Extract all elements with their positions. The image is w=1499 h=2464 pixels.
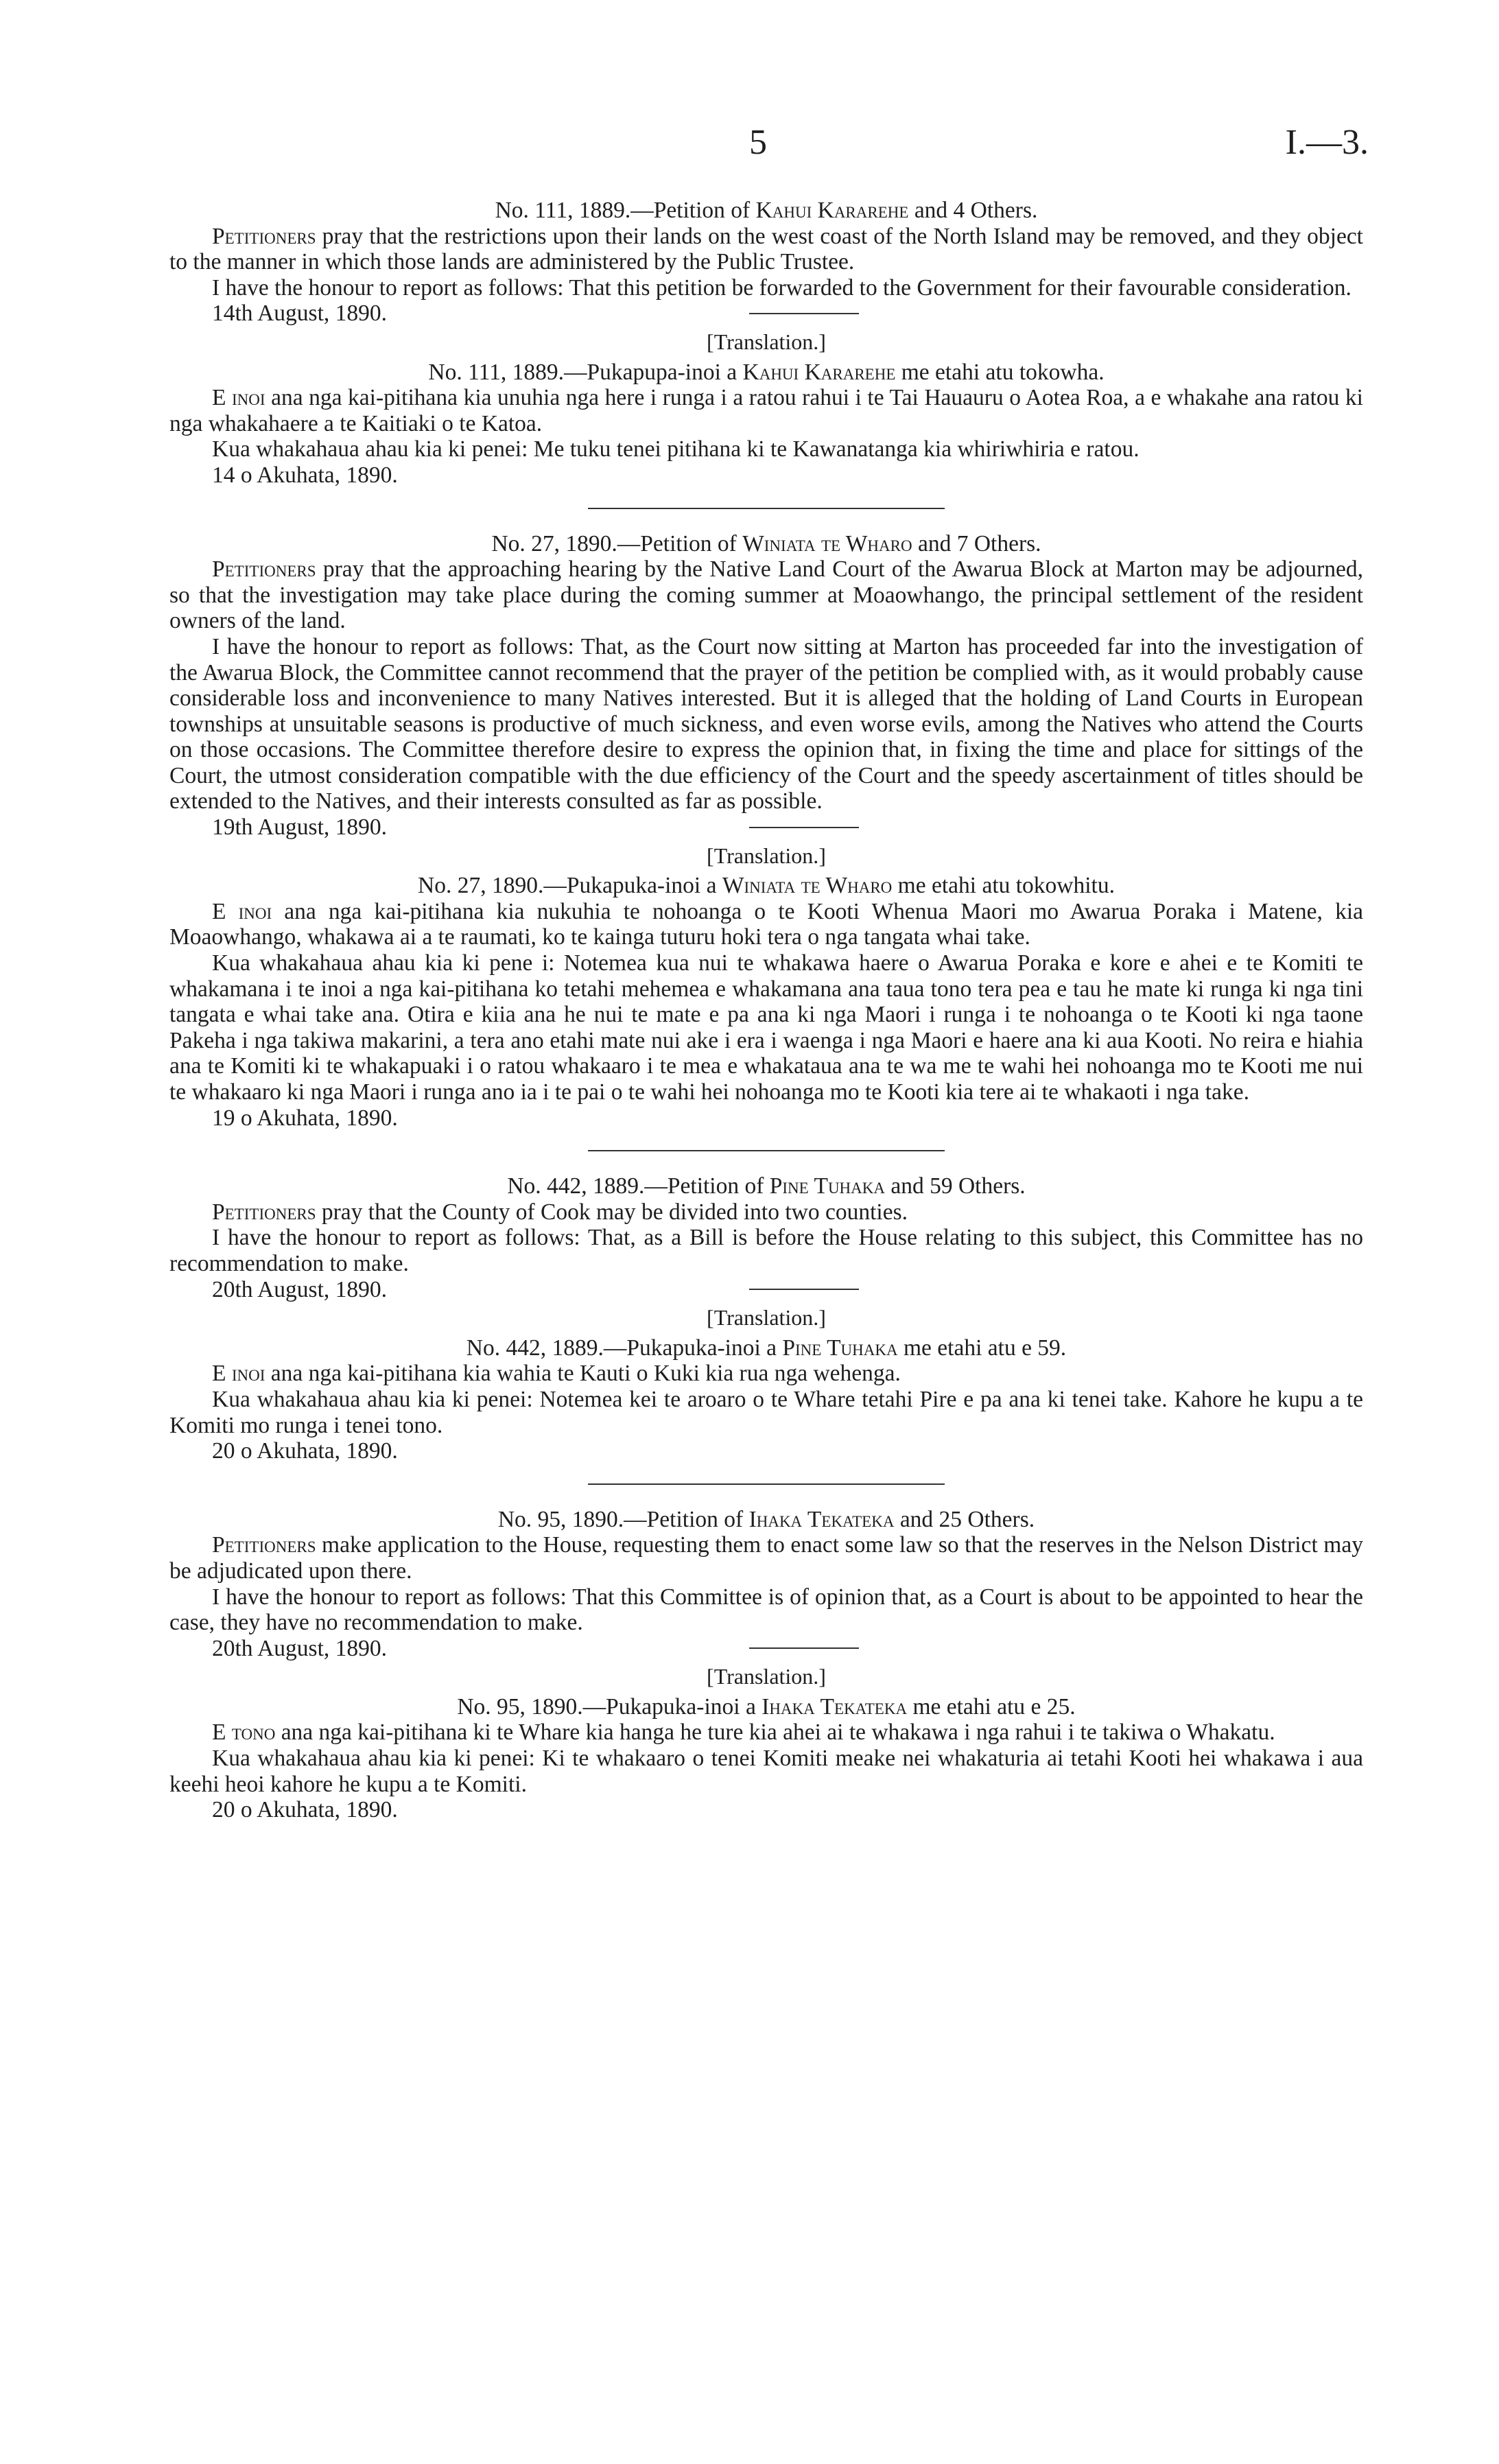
petitioner-name: Winiata te Wharo <box>722 873 893 899</box>
paragraph-text: pray that the restrictions upon their lands on the west coast of the North Island may be removed, and they object to the manner in which those lands are administered by the Public Trustee. <box>169 223 1363 275</box>
page-header <box>0 122 1499 163</box>
date-row <box>169 1636 1363 1662</box>
paragraph-lead: Petitioners <box>212 1532 316 1558</box>
title-rest: and 59 Others. <box>885 1173 1026 1199</box>
paragraph <box>169 1746 1363 1797</box>
petition-section <box>169 531 1363 1131</box>
paragraph <box>169 556 1363 634</box>
paragraph <box>169 950 1363 1105</box>
title-rest: and 7 Others. <box>912 530 1041 556</box>
petition-title <box>169 198 1363 224</box>
paragraph-lead: E tono <box>212 1720 276 1746</box>
paragraph-lead: Petitioners <box>212 223 316 249</box>
translation-label: [Translation.] <box>707 1664 826 1689</box>
title-number: No. 27, 1890.—Petition of <box>491 530 743 556</box>
paragraph-text: I have the honour to report as follows: That, as the Court now sitting at Marton has proceeded far into the investigation of the Awarua Block, the Committee cannot recommend that the prayer of the petition be complied with, as it would probably cause considerable loss and inconvenience to many Natives interested. But it is alleged that the holding of Land Courts in European townships at unsuitable seasons is productive of much sickness, and even worse evils, among the Natives who attend the Courts on those occasions. The Committee therefore desire to express the opinion that, in fixing the time and place for sittings of the Court, the utmost consideration compatible with the due efficiency of the Court and the speedy ascertainment of titles should be extended to the Natives, and their interests consulted as far as possible. <box>169 633 1363 814</box>
translation-date: 19 o Akuhata, 1890. <box>212 1105 398 1131</box>
translation-label: [Translation.] <box>707 843 826 868</box>
report-date: 14th August, 1890. <box>212 301 387 327</box>
report-date: 20th August, 1890. <box>212 1635 387 1661</box>
title-number: No. 111, 1889.—Pukapupa-inoi a <box>428 359 743 385</box>
paragraph-text: ana nga kai-pitihana kia wahia te Kauti o Kuki kia rua nga wehenga. <box>265 1361 901 1387</box>
paragraph-text: ana nga kai-pitihana kia nukuhia te nohoanga o te Kooti Whenua Maori mo Awarua Poraka i Matene, kia Moaowhango, whakawa ai a te raumati, ko te kainga tuturu hoki tera o nga tangata whai take. <box>169 898 1363 950</box>
paragraph-lead: E inoi <box>212 385 265 411</box>
title-number: No. 442, 1889.—Petition of <box>507 1173 770 1199</box>
translation-label: [Translation.] <box>707 1305 826 1330</box>
translation-title <box>169 1335 1363 1361</box>
paragraph-lead: E inoi <box>212 898 272 924</box>
paragraph-text: pray that the approaching hearing by the Native Land Court of the Awarua Block at Marton may be adjourned, so that the investigation may take place during the coming summer at Moaowhango, the principal settlement of the resident owners of the land. <box>169 556 1363 634</box>
date-row <box>169 301 1363 327</box>
paragraph <box>169 275 1363 301</box>
short-divider <box>749 1289 859 1290</box>
translation-label: [Translation.] <box>707 329 826 354</box>
title-rest: and 25 Others. <box>894 1506 1035 1532</box>
date-row <box>169 1277 1363 1303</box>
paragraph <box>169 1584 1363 1636</box>
translation-title <box>169 360 1363 386</box>
paragraph <box>169 1532 1363 1584</box>
title-number: No. 27, 1890.—Pukapuka-inoi a <box>418 873 722 899</box>
section-divider <box>588 1483 945 1485</box>
petitioner-name: Kahui Kararehe <box>742 359 896 385</box>
petitioner-name: Ihaka Tekateka <box>748 1506 895 1532</box>
report-date: 19th August, 1890. <box>212 814 387 841</box>
paragraph-text: Kua whakahaua ahau kia ki penei: Ki te whakaaro o tenei Komiti meake nei whakaturia ai tetahi Kooti hei whakawa i aua keehi heoi kahore he kupu a te Komiti. <box>169 1746 1363 1797</box>
paragraph-lead: Petitioners <box>212 1199 316 1225</box>
page-number: 5 <box>749 123 767 162</box>
date-row <box>169 814 1363 841</box>
paragraph-text: Kua whakahaua ahau kia ki pene i: Notemea kua nui te whakawa haere o Awarua Poraka e kore e ahei e te Komiti te whakamana i te inoi a nga kai-pitihana ko tetahi mehemea e whakamana ana taua tono tera pea e tau he mate ki runga ki nga tini tangata e whai take ana. Otira e kiia ana he nui te mate e pa ana ki nga Maori i runga i te nohoanga o te Kooti ki nga taone Pakeha i nga takiwa makarini, a tera ano etahi mate nui ake i era i waenga i nga Maori e haere ana ki aua Kooti. No reira e hiahia ana te Komiti ki te whakapuaki i o ratou whakaaro i te mea e whakataua ana te wa me te wahi hei nohoanga mo te Kooti me nui te whakaaro ki nga Maori i runga ano ia i te pai o te wahi hei nohoanga mo te Kooti kia tere ai te whakaoti i nga take. <box>169 950 1363 1105</box>
paragraph-text: I have the honour to report as follows: That this petition be forwarded to the Government for their favourable consideration. <box>212 274 1352 301</box>
petition-title <box>169 1173 1363 1199</box>
paragraph <box>169 899 1363 950</box>
petition-section <box>169 198 1363 489</box>
paragraph-text: I have the honour to report as follows: That, as a Bill is before the House relating to this subject, this Committee has no recommendation to make. <box>169 1225 1363 1276</box>
title-number: No. 442, 1889.—Pukapuka-inoi a <box>466 1335 783 1361</box>
paragraph-lead: Petitioners <box>212 556 316 583</box>
paragraph <box>169 436 1363 462</box>
title-number: No. 95, 1890.—Pukapuka-inoi a <box>457 1693 762 1720</box>
paragraph-text: pray that the County of Cook may be divided into two counties. <box>316 1199 908 1225</box>
paragraph-text: ana nga kai-pitihana ki te Whare kia hanga he ture kia ahei ai te whakawa i nga rahui i te takiwa o Whakatu. <box>275 1720 1275 1746</box>
petition-title <box>169 531 1363 557</box>
petition-section <box>169 1173 1363 1464</box>
petition-title <box>169 1507 1363 1533</box>
translation-date: 14 o Akuhata, 1890. <box>212 462 398 488</box>
translation-date: 20 o Akuhata, 1890. <box>212 1438 398 1464</box>
title-rest: and 4 Others. <box>908 198 1038 223</box>
paragraph <box>169 1387 1363 1438</box>
title-number: No. 95, 1890.—Petition of <box>497 1506 749 1532</box>
title-rest: me etahi atu e 25. <box>907 1693 1076 1720</box>
paragraph-text: Kua whakahaua ahau kia ki penei: Me tuku tenei pitihana ki te Kawanatanga kia whiriwhiria e ratou. <box>212 436 1140 462</box>
title-rest: me etahi atu tokowhitu. <box>892 873 1115 899</box>
translation-date: 20 o Akuhata, 1890. <box>212 1797 398 1823</box>
title-rest: me etahi atu e 59. <box>897 1335 1067 1361</box>
report-date: 20th August, 1890. <box>212 1276 387 1302</box>
paragraph <box>169 1720 1363 1746</box>
short-divider <box>749 1647 859 1649</box>
title-number: No. 111, 1889.—Petition of <box>495 198 756 223</box>
paragraph <box>169 1199 1363 1225</box>
title-rest: me etahi atu tokowha. <box>895 359 1105 385</box>
document-reference: I.—3. <box>1285 123 1369 162</box>
translation-title <box>169 1694 1363 1720</box>
paragraph-text: Kua whakahaua ahau kia ki penei: Notemea kei te aroaro o te Whare tetahi Pire e pa ana ki tenei take. Kahore he kupu a te Komiti mo runga i tenei tono. <box>169 1386 1363 1438</box>
petitioner-name: Pine Tuhaka <box>782 1335 898 1361</box>
section-divider <box>588 508 945 509</box>
petitioner-name: Kahui Kararehe <box>755 198 909 223</box>
paragraph-text: make application to the House, requesting them to enact some law so that the reserves in the Nelson District may be adjudicated upon there. <box>169 1532 1363 1584</box>
paragraph <box>169 634 1363 814</box>
petition-section <box>169 1507 1363 1823</box>
paragraph-text: I have the honour to report as follows: That this Committee is of opinion that, as a Court is about to be appointed to hear the case, they have no recommendation to make. <box>169 1584 1363 1636</box>
section-divider <box>588 1150 945 1151</box>
short-divider <box>749 313 859 314</box>
petitioner-name: Ihaka Tekateka <box>762 1693 908 1720</box>
paragraph <box>169 224 1363 275</box>
translation-title <box>169 873 1363 899</box>
paragraph-lead: E inoi <box>212 1361 265 1387</box>
paragraph-text: ana nga kai-pitihana kia unuhia nga here i runga i a ratou rahui i te Tai Hauauru o Aotea Roa, a e whakahe ana ratou ki nga whakahaere a te Kaitiaki o te Katoa. <box>169 385 1363 436</box>
short-divider <box>749 827 859 828</box>
petitioner-name: Winiata te Wharo <box>742 530 912 556</box>
paragraph <box>169 385 1363 436</box>
document-body <box>169 198 1363 1823</box>
paragraph <box>169 1361 1363 1387</box>
paragraph <box>169 1225 1363 1276</box>
petitioner-name: Pine Tuhaka <box>769 1173 885 1199</box>
